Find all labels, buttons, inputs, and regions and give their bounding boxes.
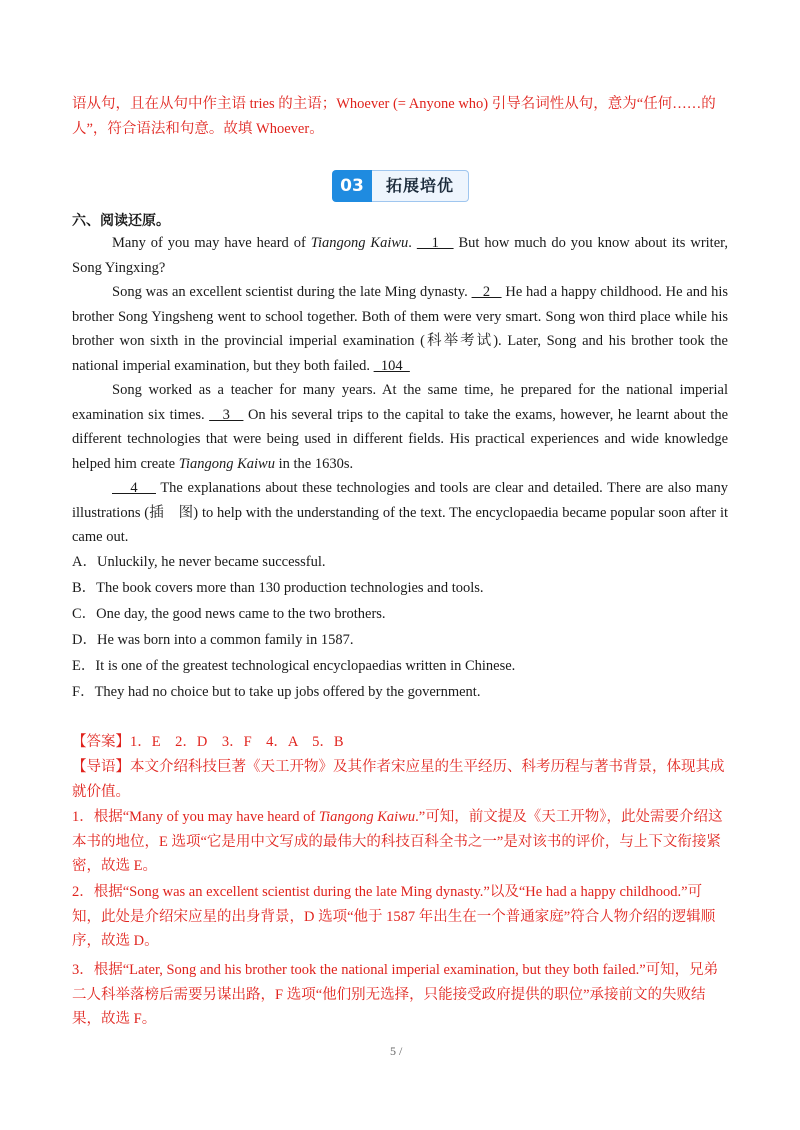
text-run: 1．根据“Many of you may have heard of <box>72 809 319 825</box>
option-b: B．The book covers more than 130 production technologies and tools. <box>72 580 484 596</box>
blank-3: 3 <box>209 406 244 423</box>
passage-paragraph-2 <box>72 280 728 378</box>
book-title: Tiangong Kaiwu <box>178 455 275 472</box>
book-title: Tiangong Kaiwu <box>318 809 416 825</box>
section-title: 六、阅读还原。 <box>72 213 170 229</box>
answer-line <box>72 730 728 755</box>
intro-note <box>72 92 728 141</box>
intro-note-line2: 人”，符合语法和句意。故填 Whoever。 <box>72 120 324 137</box>
badge-title: 拓展培优 <box>372 170 469 202</box>
text-run: But how much do you know about its writer, Song Yingxing? <box>72 235 729 276</box>
text-run: 2．根据“Song was an excellent scientist during the late Ming dynasty.”以及“He had a happy childhood.”可知，此处是介绍宋应星的出身背景，D 选项“他于 1587 年出生在一个普通家庭”符合人物介绍的逻辑顺序，故选 D。 <box>72 884 716 949</box>
text-run: Song was an excellent scientist during the late Ming dynasty. <box>112 284 472 300</box>
passage-paragraph-1 <box>72 231 728 280</box>
text-run: .”可知，前文提及《天工开物》，此处需要介绍这本书的地位，E 选项“它是用中文写成的最伟大的科技百科全书之一”是对该书的评价，与上下文衔接紧密，故选 E。 <box>72 809 723 874</box>
answer-label: 【答案】 <box>72 734 130 750</box>
passage-paragraph-4 <box>72 476 728 550</box>
text-run: Many of you may have heard of <box>112 235 311 251</box>
guide-paragraph <box>72 755 728 804</box>
blank-104: 104 <box>373 357 410 374</box>
option-e: E．It is one of the greatest technological encyclopaedias written in Chinese. <box>72 658 516 674</box>
text-run: The explanations about these technologies and tools are clear and detailed. There are also many illustrations (插 图) to help with the understanding of the text. The encyclopaedia became popular soon after it came out. <box>72 480 728 545</box>
text-run: in the 1630s. <box>274 455 354 472</box>
explanation-3 <box>72 958 728 1032</box>
page-number: 5 / <box>390 1044 403 1058</box>
badge-number: 03 <box>332 170 372 202</box>
blank-2: 2 <box>471 284 502 300</box>
option-f: F．They had no choice but to take up jobs offered by the government. <box>72 684 481 700</box>
passage-paragraph-3 <box>72 378 728 476</box>
answer-text: 1．E 2．D 3．F 4．A 5．B <box>130 734 344 750</box>
explanation-2 <box>72 880 728 954</box>
text-run: Song worked as a teacher for many years. At the same time, he prepared for the national imperial examination six times. <box>72 382 728 423</box>
intro-note-line1: 语从句，且在从句中作主语 tries 的主语；Whoever (= Anyone who) 引导名词性从句，意为“任何……的 <box>72 96 716 112</box>
text-run: On his several trips to the capital to take the exams, however, he learnt about the different technologies that were being used in different fields. His practical experiences and wide knowledge helped him create <box>72 406 729 472</box>
section-badge <box>332 170 470 202</box>
blank-4: 4 <box>112 480 156 496</box>
text-run: He had a happy childhood. He and his brother Song Yingsheng went to school together. Both of them were very smart. Song won third place while his brother won sixth in the provincial imperial examination (科举考试). Later, Song and his brother took the national imperial examination, but they both failed. <box>72 284 728 374</box>
option-d: D．He was born into a common family in 1587. <box>72 632 354 648</box>
option-a: A．Unluckily, he never became successful. <box>72 554 326 570</box>
option-c: C．One day, the good news came to the two brothers. <box>72 606 386 622</box>
text-run: . <box>408 235 417 251</box>
blank-1: 1 <box>416 235 454 251</box>
guide-text: 本文介绍科技巨著《天工开物》及其作者宋应星的生平经历、科考历程与著书背景，体现其成就价值。 <box>72 759 725 800</box>
guide-label: 【导语】 <box>72 759 130 775</box>
book-title: Tiangong Kaiwu <box>310 235 409 251</box>
explanation-1 <box>72 805 728 879</box>
text-run: 3．根据“Later, Song and his brother took the national imperial examination, but they both failed.”可知，兄弟二人科举落榜后需要另谋出路，F 选项“他们别无选择，只能接受政府提供的职位”承接前文的失败结果，故选 F。 <box>72 962 719 1027</box>
